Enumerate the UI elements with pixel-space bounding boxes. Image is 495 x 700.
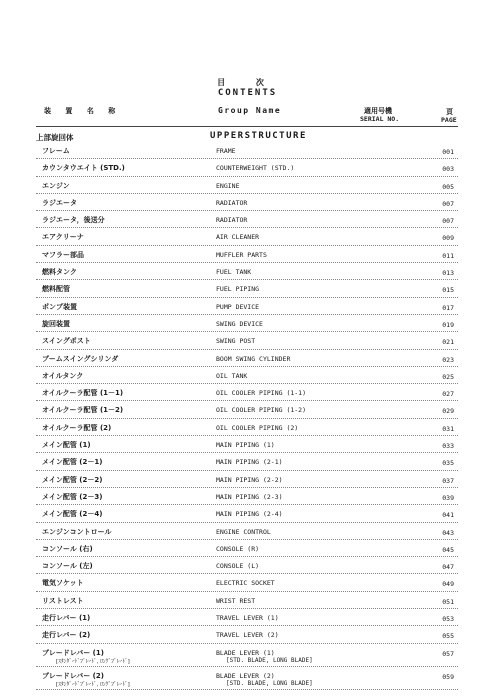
header-page-en: PAGE <box>441 116 457 124</box>
header-group-name: Group Name <box>218 106 282 115</box>
row-group-name: BLADE LEVER (2) <box>216 671 275 680</box>
row-group-name: FUEL PIPING <box>216 285 260 294</box>
row-group-name: BOOM SWING CYLINDER <box>216 354 291 363</box>
row-name-jp: メイン配管 (2－3) <box>42 492 103 501</box>
section-title-jp: 上部旋回体 <box>36 133 74 142</box>
contents-row[interactable] <box>36 228 458 245</box>
contents-row[interactable] <box>36 211 458 228</box>
row-group-name-sub: [STD. BLADE, LONG BLADE] <box>226 679 313 687</box>
row-name-jp: 燃料配管 <box>42 285 70 294</box>
contents-row[interactable] <box>36 332 458 349</box>
row-group-name: MAIN PIPING (1) <box>216 441 275 450</box>
row-page-number: 049 <box>442 580 454 589</box>
row-name-jp: エンジン <box>42 181 70 190</box>
row-page-number: 053 <box>442 615 454 624</box>
row-name-jp: オイルタンク <box>42 371 84 380</box>
contents-row[interactable] <box>36 384 458 401</box>
row-name-jp: フレーム <box>42 147 70 155</box>
contents-row[interactable] <box>36 523 458 540</box>
row-page-number: 059 <box>442 672 454 681</box>
row-group-name: MAIN PIPING (2-1) <box>216 458 283 467</box>
row-page-number: 043 <box>442 528 454 537</box>
row-name-jp: メイン配管 (1) <box>42 441 91 450</box>
row-name-jp: ブレードレバー (1) <box>42 648 104 657</box>
contents-row[interactable] <box>36 505 458 522</box>
contents-row[interactable] <box>36 471 458 488</box>
contents-row[interactable] <box>36 142 458 159</box>
row-group-name: ELECTRIC SOCKET <box>216 579 275 588</box>
row-name-jp: 燃料タンク <box>42 268 77 277</box>
contents-row[interactable] <box>36 626 458 643</box>
contents-row[interactable] <box>36 488 458 505</box>
row-group-name: FRAME <box>216 147 236 155</box>
row-group-name: ENGINE CONTROL <box>216 527 271 536</box>
row-page-number: 029 <box>442 407 454 416</box>
contents-row[interactable] <box>36 350 458 367</box>
row-page-number: 021 <box>442 338 454 347</box>
title-jp: 目 次 <box>217 78 278 87</box>
row-page-number: 027 <box>442 390 454 399</box>
contents-row[interactable] <box>36 367 458 384</box>
header-serial-en: SERIAL NO. <box>360 115 400 123</box>
row-page-number: 023 <box>442 355 454 364</box>
contents-row[interactable] <box>36 263 458 280</box>
contents-row[interactable] <box>36 436 458 453</box>
row-name-jp-sub: [ｽﾀﾝﾀﾞｰﾄﾞﾌﾞﾚｰﾄﾞ, ﾛﾝｸﾞﾌﾞﾚｰﾄﾞ] <box>56 658 130 665</box>
header-serial-jp: 適用号機 <box>364 107 392 115</box>
row-page-number: 025 <box>442 372 454 381</box>
row-group-name: MAIN PIPING (2-3) <box>216 492 283 501</box>
contents-row[interactable] <box>36 159 458 176</box>
row-page-number: 003 <box>442 165 454 174</box>
row-name-jp: メイン配管 (2－4) <box>42 510 103 519</box>
row-name-jp: ブームスイングシリンダ <box>42 354 119 363</box>
row-name-jp: ポンプ装置 <box>42 302 77 311</box>
row-name-jp: オイルクーラ配管 (2) <box>42 423 112 432</box>
row-page-number: 009 <box>442 234 454 243</box>
row-name-jp: コンソール (左) <box>42 562 93 571</box>
contents-row[interactable] <box>36 592 458 609</box>
row-group-name: MUFFLER PARTS <box>216 250 267 259</box>
row-group-name: CONSOLE (R) <box>216 544 260 553</box>
contents-row[interactable] <box>36 574 458 591</box>
row-name-jp: ブレードレバー (2) <box>42 671 104 680</box>
header-page-jp: 頁 <box>446 108 453 116</box>
contents-row[interactable] <box>36 609 458 626</box>
row-group-name: COUNTERWEIGHT (STD.) <box>216 164 295 173</box>
contents-row[interactable] <box>36 557 458 574</box>
row-group-name: TRAVEL LEVER (2) <box>216 631 279 640</box>
row-name-jp: コンソール (右) <box>42 544 93 553</box>
row-page-number: 057 <box>442 649 454 658</box>
row-group-name: OIL COOLER PIPING (1-1) <box>216 389 307 398</box>
row-page-number: 045 <box>442 545 454 554</box>
contents-row[interactable] <box>36 177 458 194</box>
row-name-jp: 走行レバー (2) <box>42 631 91 640</box>
row-page-number: 051 <box>442 597 454 606</box>
row-group-name: TRAVEL LEVER (1) <box>216 614 279 623</box>
row-page-number: 035 <box>442 459 454 468</box>
row-page-number: 011 <box>442 251 454 260</box>
header-name-jp: 装 置 名 称 <box>44 107 122 115</box>
row-group-name: MAIN PIPING (2-2) <box>216 475 283 484</box>
row-page-number: 007 <box>442 199 454 208</box>
row-group-name: OIL COOLER PIPING (1-2) <box>216 406 307 415</box>
row-name-jp: ラジエータ <box>42 198 77 207</box>
row-group-name: MAIN PIPING (2-4) <box>216 510 283 519</box>
row-group-name: WRIST REST <box>216 596 256 605</box>
row-name-jp: マフラー部品 <box>42 250 84 259</box>
row-name-jp: スイングポスト <box>42 337 91 346</box>
row-group-name: AIR CLEANER <box>216 233 260 242</box>
row-group-name: PUMP DEVICE <box>216 302 260 311</box>
row-page-number: 055 <box>442 632 454 641</box>
contents-row[interactable] <box>36 419 458 436</box>
contents-row[interactable] <box>36 453 458 470</box>
row-name-jp: 電気ソケット <box>42 579 84 588</box>
row-name-jp: メイン配管 (2－1) <box>42 458 103 467</box>
row-name-jp: オイルクーラ配管 (1－2) <box>42 406 124 415</box>
row-page-number: 007 <box>442 217 454 226</box>
row-page-number: 037 <box>442 476 454 485</box>
contents-row[interactable] <box>36 298 458 315</box>
row-name-jp: エンジンコントロール <box>42 527 112 536</box>
contents-row[interactable] <box>36 194 458 211</box>
row-page-number: 019 <box>442 320 454 329</box>
row-page-number: 013 <box>442 269 454 278</box>
contents-row[interactable] <box>36 315 458 332</box>
row-page-number: 033 <box>442 442 454 451</box>
contents-list <box>36 142 458 690</box>
contents-row[interactable] <box>36 540 458 557</box>
row-page-number: 041 <box>442 511 454 520</box>
row-page-number: 015 <box>442 286 454 295</box>
row-name-jp: リストレスト <box>42 596 84 605</box>
row-group-name: OIL COOLER PIPING (2) <box>216 423 299 432</box>
row-group-name: BLADE LEVER (1) <box>216 648 275 657</box>
contents-row[interactable] <box>36 246 458 263</box>
row-page-number: 031 <box>442 424 454 433</box>
row-page-number: 005 <box>442 182 454 191</box>
row-group-name: CONSOLE (L) <box>216 562 260 571</box>
contents-row[interactable] <box>36 280 458 297</box>
row-name-jp: エアクリーナ <box>42 233 84 242</box>
contents-row[interactable] <box>36 667 458 690</box>
row-group-name: FUEL TANK <box>216 268 252 277</box>
title-en: CONTENTS <box>217 88 278 98</box>
row-page-number: 039 <box>442 493 454 502</box>
header-divider <box>36 126 458 127</box>
contents-row[interactable] <box>36 644 458 667</box>
row-name-jp: オイルクーラ配管 (1－1) <box>42 389 124 398</box>
contents-row[interactable] <box>36 401 458 418</box>
row-group-name: RADIATOR <box>216 216 248 225</box>
row-group-name-sub: [STD. BLADE, LONG BLADE] <box>226 656 313 664</box>
row-name-jp: ラジエータ，後送分 <box>42 216 105 225</box>
row-group-name: RADIATOR <box>216 198 248 207</box>
row-name-jp-sub: [ｽﾀﾝﾀﾞｰﾄﾞﾌﾞﾚｰﾄﾞ, ﾛﾝｸﾞﾌﾞﾚｰﾄﾞ] <box>56 681 130 688</box>
row-group-name: ENGINE <box>216 181 240 190</box>
section-title-en: UPPERSTRUCTURE <box>210 131 307 141</box>
row-group-name: OIL TANK <box>216 371 248 380</box>
row-page-number: 001 <box>442 148 454 156</box>
row-group-name: SWING POST <box>216 337 256 346</box>
row-name-jp: カウンタウエイト (STD.) <box>42 164 125 173</box>
row-page-number: 047 <box>442 563 454 572</box>
row-name-jp: メイン配管 (2－2) <box>42 475 103 484</box>
row-name-jp: 旋回装置 <box>42 319 70 328</box>
row-page-number: 017 <box>442 303 454 312</box>
row-group-name: SWING DEVICE <box>216 319 263 328</box>
row-name-jp: 走行レバー (1) <box>42 614 91 623</box>
